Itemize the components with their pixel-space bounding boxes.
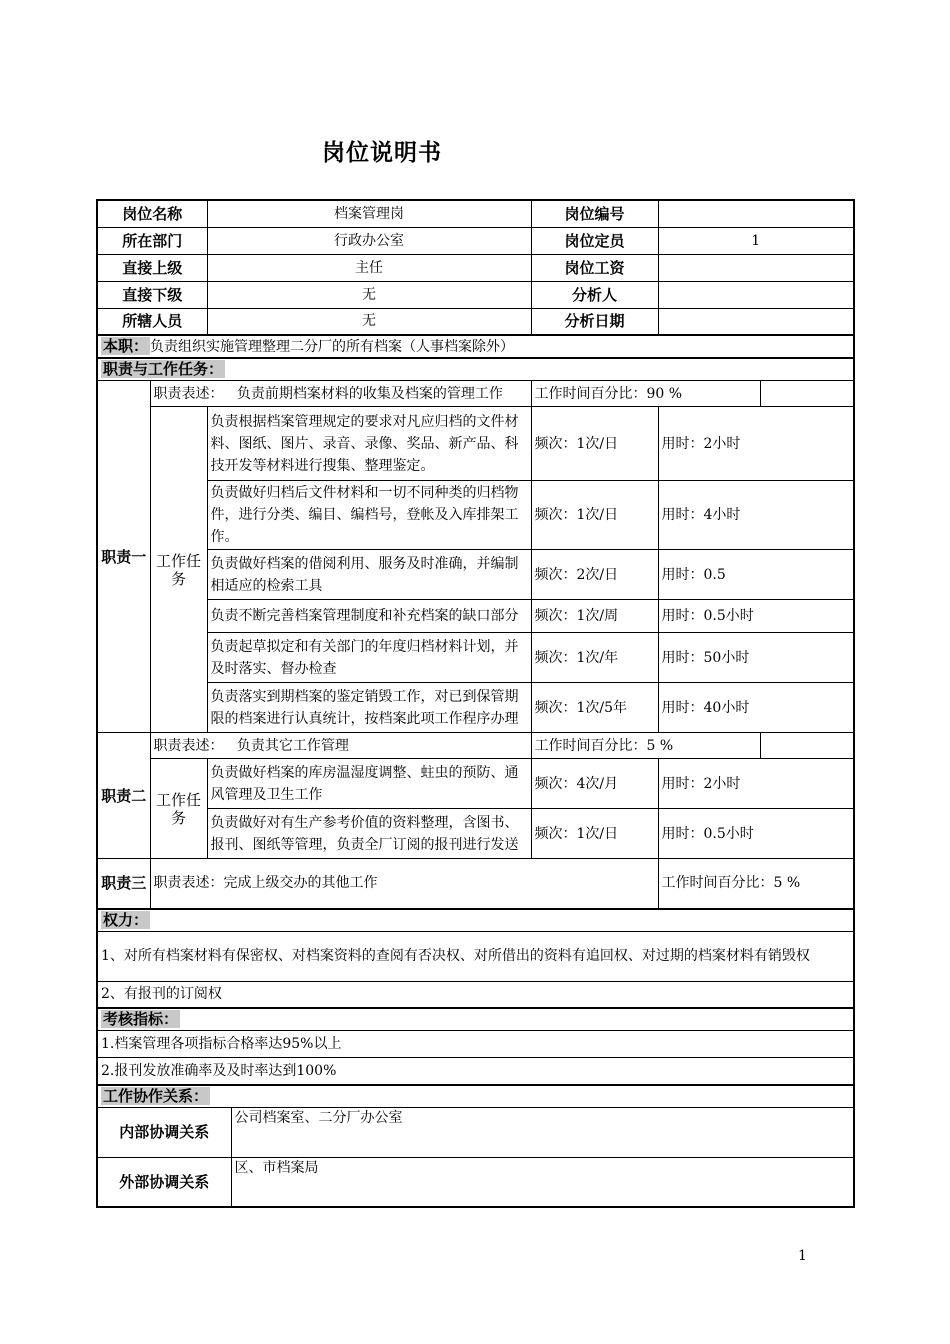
salary-value bbox=[658, 254, 854, 281]
department-label: 所在部门 bbox=[97, 227, 207, 254]
resp1-task-6: 负责落实到期档案的鉴定销毁工作，对已到保管期限的档案进行认真统计，按档案此项工作程序办理 bbox=[207, 683, 531, 733]
resp1-task-3: 负责做好档案的借阅利用、服务及时准确，并编制相适应的检索工具 bbox=[207, 550, 531, 600]
supervisor-label: 直接上级 bbox=[97, 254, 207, 281]
resp2-task-1-time: 用时：2小时 bbox=[658, 759, 854, 809]
resp1-task-4: 负责不断完善档案管理制度和补充档案的缺口部分 bbox=[207, 600, 531, 633]
resp1-task-label: 工作任务 bbox=[150, 407, 207, 733]
department-value: 行政办公室 bbox=[207, 227, 531, 254]
analyst-value bbox=[658, 281, 854, 308]
resp2-task-1: 负责做好档案的库房温湿度调整、蛀虫的预防、通风管理及卫生工作 bbox=[207, 759, 531, 809]
resp1-task-5-time: 用时：50小时 bbox=[658, 633, 854, 683]
resp1-task-4-time: 用时：0.5小时 bbox=[658, 600, 854, 633]
resp1-label: 职责一 bbox=[97, 381, 150, 733]
page-number: 1 bbox=[798, 1248, 807, 1264]
resp2-task-2-freq: 频次：1次/日 bbox=[531, 809, 658, 859]
power-label: 权力： bbox=[103, 910, 149, 929]
kpi-label: 考核指标： bbox=[103, 1010, 179, 1028]
internal-coordination-label: 内部协调关系 bbox=[97, 1107, 231, 1157]
resp2-task-label: 工作任务 bbox=[150, 759, 207, 859]
resp3-desc: 职责表述：完成上级交办的其他工作 bbox=[150, 859, 658, 909]
resp2-desc-label: 职责表述： bbox=[153, 737, 224, 754]
resp1-task-2-freq: 频次：1次/日 bbox=[531, 481, 658, 550]
resp2-desc: 负责其它工作管理 bbox=[236, 737, 349, 754]
kpi-item-2: 2.报刊发放准确率及及时率达到100% bbox=[97, 1058, 854, 1085]
cooperation-header-row bbox=[97, 1085, 854, 1108]
resp2-task-2-time: 用时：0.5小时 bbox=[658, 809, 854, 859]
subordinate-label: 直接下级 bbox=[97, 281, 207, 308]
headcount-value: 1 bbox=[658, 227, 854, 254]
resp2-task-1-freq: 频次：4次/月 bbox=[531, 759, 658, 809]
staff-value: 无 bbox=[207, 308, 531, 335]
supervisor-value: 主任 bbox=[207, 254, 531, 281]
resp1-task-1-time: 用时：2小时 bbox=[658, 407, 854, 481]
position-name-label: 岗位名称 bbox=[97, 200, 207, 227]
main-duty-label: 本职： bbox=[103, 337, 149, 355]
resp1-task-6-time: 用时：40小时 bbox=[658, 683, 854, 733]
responsibilities-header-row bbox=[97, 358, 854, 381]
cooperation-label: 工作协作关系： bbox=[103, 1086, 209, 1105]
resp1-desc-label: 职责表述： bbox=[153, 385, 224, 402]
analyst-label: 分析人 bbox=[531, 281, 658, 308]
resp1-desc-cell bbox=[150, 381, 531, 407]
resp2-task-2: 负责做好对有生产参考价值的资料整理，含图书、报刊、图纸等管理，负责全厂订阅的报刊进行发送 bbox=[207, 809, 531, 859]
external-coordination-label: 外部协调关系 bbox=[97, 1157, 231, 1207]
position-name-value: 档案管理岗 bbox=[207, 200, 531, 227]
headcount-label: 岗位定员 bbox=[531, 227, 658, 254]
kpi-header-row bbox=[97, 1008, 854, 1031]
resp1-task-5-freq: 频次：1次/年 bbox=[531, 633, 658, 683]
resp1-task-4-freq: 频次：1次/周 bbox=[531, 600, 658, 633]
resp1-task-2: 负责做好归档后文件材料和一切不同种类的归档物件，进行分类、编目、编档号，登帐及入库排架工作。 bbox=[207, 481, 531, 550]
position-code-label: 岗位编号 bbox=[531, 200, 658, 227]
resp1-task-6-freq: 频次：1次/5年 bbox=[531, 683, 658, 733]
resp1-percent: 工作时间百分比：90 % bbox=[531, 381, 760, 407]
resp3-label: 职责三 bbox=[97, 859, 150, 909]
resp2-percent: 工作时间百分比：5 % bbox=[531, 733, 760, 759]
resp1-task-1-freq: 频次：1次/日 bbox=[531, 407, 658, 481]
analysis-date-value bbox=[658, 308, 854, 335]
staff-label: 所辖人员 bbox=[97, 308, 207, 335]
power-header-row bbox=[97, 909, 854, 932]
main-duty-text: 负责组织实施管理整理二分厂的所有档案（人事档案除外） bbox=[150, 339, 515, 355]
resp2-label: 职责二 bbox=[97, 733, 150, 859]
subordinate-value: 无 bbox=[207, 281, 531, 308]
resp1-task-2-time: 用时：4小时 bbox=[658, 481, 854, 550]
external-coordination-value: 区、市档案局 bbox=[231, 1157, 854, 1207]
resp1-task-3-time: 用时：0.5 bbox=[658, 550, 854, 600]
resp1-task-3-freq: 频次：2次/日 bbox=[531, 550, 658, 600]
main-duty-row bbox=[97, 335, 854, 358]
position-code-value bbox=[658, 200, 854, 227]
power-item-2: 2、有报刊的订阅权 bbox=[97, 981, 854, 1008]
job-description-table bbox=[96, 199, 853, 1208]
resp1-task-1: 负责根据档案管理规定的要求对凡应归档的文件材料、图纸、图片、录音、录像、奖品、新产品、科技开发等材料进行搜集、整理鉴定。 bbox=[207, 407, 531, 481]
internal-coordination-value: 公司档案室、二分厂办公室 bbox=[231, 1107, 854, 1157]
resp2-desc-cell bbox=[150, 733, 531, 759]
resp3-percent: 工作时间百分比：5 % bbox=[658, 859, 854, 909]
page-title: 岗位说明书 bbox=[322, 140, 442, 166]
resp1-desc: 负责前期档案材料的收集及档案的管理工作 bbox=[236, 385, 503, 402]
resp1-task-5: 负责起草拟定和有关部门的年度归档材料计划，并及时落实、督办检查 bbox=[207, 633, 531, 683]
power-item-1: 1、对所有档案材料有保密权、对档案资料的查阅有否决权、对所借出的资料有追回权、对过期的档案材料有销毁权 bbox=[97, 931, 854, 981]
responsibilities-header: 职责与工作任务： bbox=[103, 360, 224, 378]
salary-label: 岗位工资 bbox=[531, 254, 658, 281]
kpi-item-1: 1.档案管理各项指标合格率达95%以上 bbox=[97, 1031, 854, 1058]
analysis-date-label: 分析日期 bbox=[531, 308, 658, 335]
